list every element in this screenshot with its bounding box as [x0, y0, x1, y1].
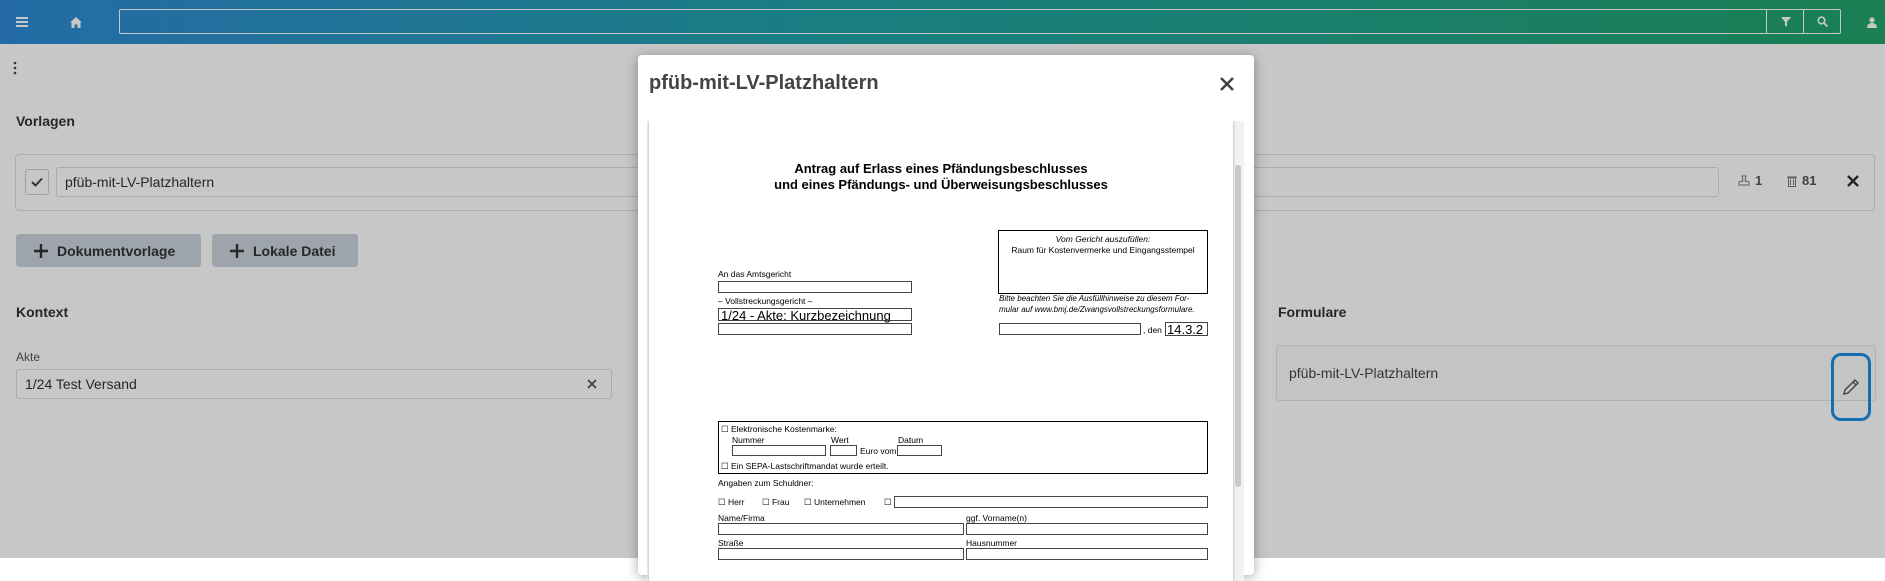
scrollbar-thumb[interactable] — [1235, 165, 1241, 487]
hinweis-line1: Bitte beachten Sie die Ausfüllhinweise zu diesem For- — [999, 294, 1190, 303]
kontext-title: Kontext — [16, 304, 69, 320]
nummer-label: Nummer — [732, 435, 765, 445]
template-count-a-value: 1 — [1755, 173, 1763, 188]
court-stamp-box — [998, 230, 1208, 294]
formulare-title: Formulare — [1278, 304, 1347, 320]
wert-field[interactable] — [830, 445, 857, 456]
vorlagen-title: Vorlagen — [16, 113, 75, 129]
kostenmarke-box — [718, 421, 1208, 474]
datum-value: 14.3.2 — [1167, 322, 1204, 337]
name-firma-field[interactable] — [718, 523, 964, 535]
hausnummer-label: Hausnummer — [966, 538, 1018, 548]
modal-title: pfüb-mit-LV-Platzhaltern — [649, 72, 879, 94]
template-count-b-value: 81 — [1802, 173, 1817, 188]
akte-value: 1/24 Test Versand — [25, 376, 137, 392]
template-name-field[interactable]: pfüb-mit-LV-Platzhaltern — [56, 167, 1719, 197]
court-box-line1: Vom Gericht auszufüllen: — [1055, 234, 1151, 244]
pdf-title-line1: Antrag auf Erlass eines Pfändungsbeschlusses — [794, 161, 1088, 176]
herr-checkbox[interactable]: ☐ Herr — [718, 497, 745, 507]
pdf-page — [649, 121, 1233, 581]
sepa-label: ☐ Ein SEPA-Lastschriftmandat wurde erteilt. — [721, 461, 889, 471]
ort-field[interactable] — [999, 323, 1141, 335]
name-firma-label: Name/Firma — [718, 513, 765, 523]
add-dokumentvorlage-label: Dokumentvorlage — [57, 242, 176, 259]
aktenzeichen-field[interactable] — [718, 308, 912, 321]
pdf-title-line2: und eines Pfändungs- und Überweisungsbeschlusses — [774, 177, 1108, 192]
vorname-field[interactable] — [966, 523, 1208, 535]
datum-field[interactable] — [1165, 322, 1208, 336]
other-checkbox[interactable]: ☐ — [884, 497, 892, 507]
unternehmen-checkbox[interactable]: ☐ Unternehmen — [804, 497, 866, 507]
court-box-line2: Raum für Kostenvermerke und Eingangsstempel — [1011, 245, 1195, 255]
wert-label: Wert — [831, 435, 849, 445]
strasse-label: Straße — [718, 538, 744, 548]
amtsgericht-field[interactable] — [718, 281, 912, 293]
kostenmarke-label: ☐ Elektronische Kostenmarke: — [721, 424, 837, 434]
close-icon[interactable] — [1218, 75, 1236, 93]
akte-label: Akte — [16, 350, 41, 364]
euro-vom-label: Euro vom — [860, 446, 897, 456]
vorname-label: ggf. Vorname(n) — [966, 513, 1027, 523]
formular-item-label: pfüb-mit-LV-Platzhaltern — [1289, 365, 1439, 381]
aktenzeichen-value: 1/24 - Akte: Kurzbezeichnung — [721, 308, 891, 323]
hinweis-line2: mular auf www.bmj.de/Zwangsvollstreckungsformulare. — [999, 305, 1195, 314]
other-field[interactable] — [894, 496, 1208, 508]
frau-checkbox[interactable]: ☐ Frau — [762, 497, 790, 507]
add-lokale-datei-label: Lokale Datei — [253, 242, 336, 259]
datum-label: Datum — [898, 435, 924, 445]
strasse-field[interactable] — [718, 548, 964, 560]
pdf-viewer[interactable] — [647, 121, 1244, 581]
vollstreckungsgericht-label: – Vollstreckungsgericht – — [718, 296, 813, 306]
angaben-schuldner: Angaben zum Schuldner: — [718, 478, 814, 488]
hausnummer-field[interactable] — [966, 548, 1208, 560]
kosten-datum-field[interactable] — [897, 445, 942, 456]
nummer-field[interactable] — [732, 445, 826, 456]
den-label: , den — [1143, 325, 1162, 335]
pdf-title — [649, 161, 1233, 193]
address-field[interactable] — [718, 323, 912, 335]
an-das-amtsgericht: An das Amtsgericht — [718, 269, 792, 279]
preview-modal — [638, 55, 1254, 575]
